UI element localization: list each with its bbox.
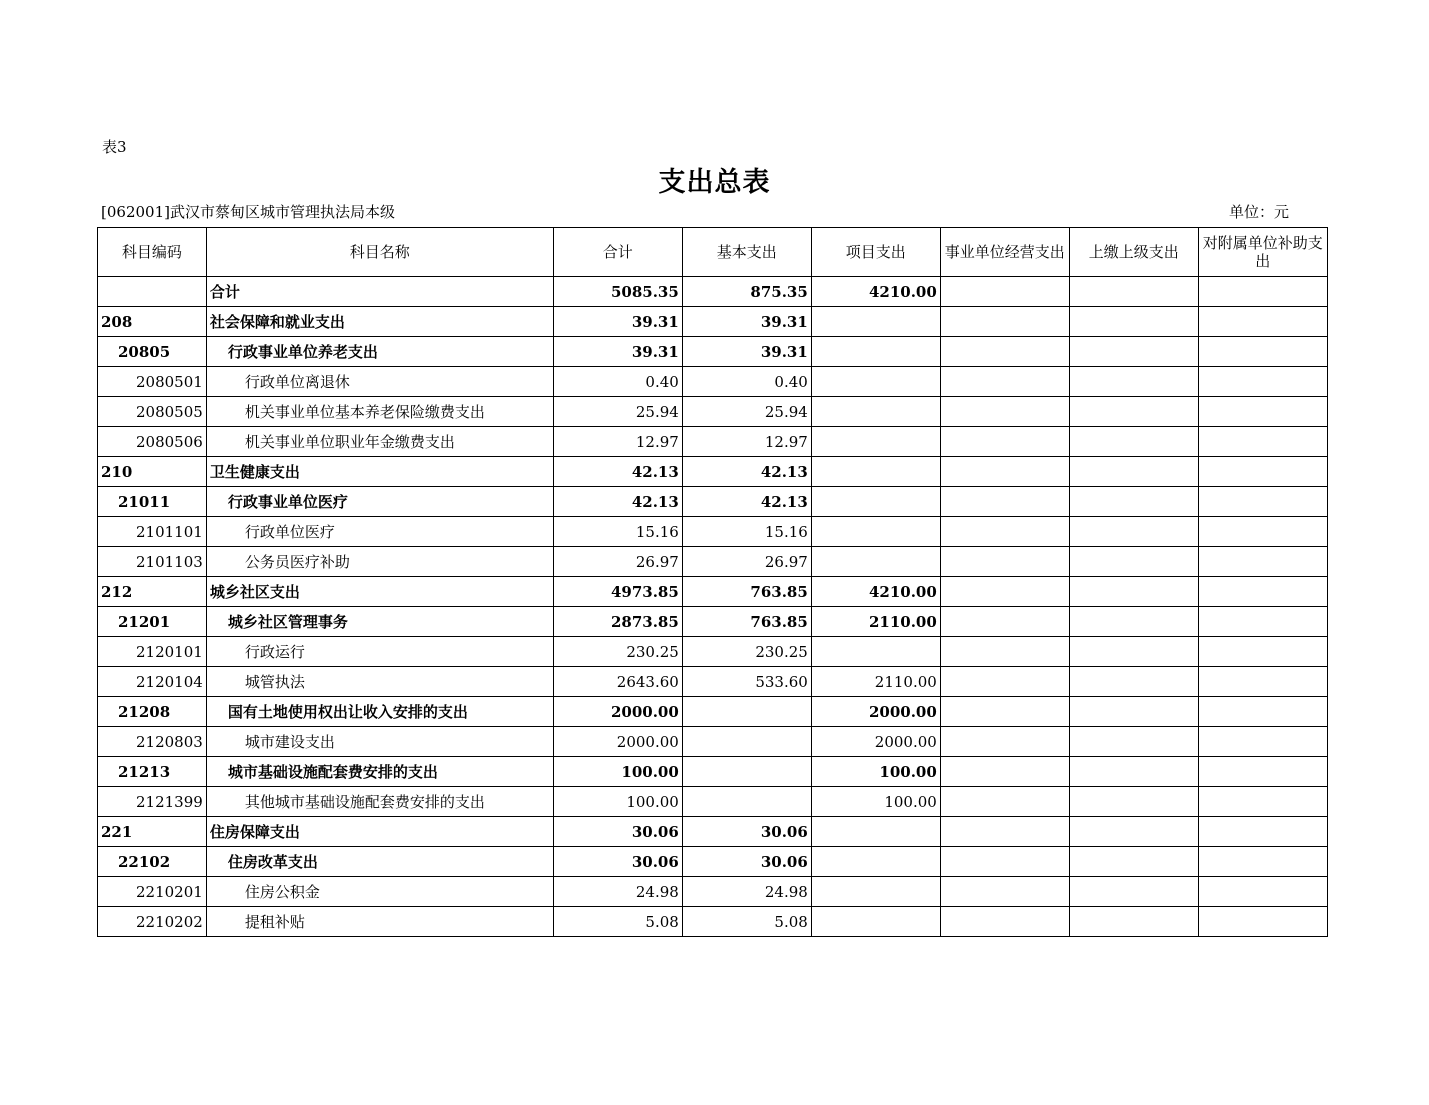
cell-code: 2080506: [98, 427, 207, 457]
cell-business: [940, 817, 1069, 847]
cell-business: [940, 337, 1069, 367]
cell-name: 卫生健康支出: [206, 457, 553, 487]
cell-total: 230.25: [553, 637, 682, 667]
cell-upper: [1069, 427, 1198, 457]
table-row: [98, 727, 1328, 757]
cell-business: [940, 367, 1069, 397]
cell-project: [811, 817, 940, 847]
cell-subsidy: [1198, 517, 1327, 547]
cell-code: 21208: [98, 697, 207, 727]
cell-subsidy: [1198, 427, 1327, 457]
cell-project: [811, 427, 940, 457]
table-row: [98, 637, 1328, 667]
cell-upper: [1069, 697, 1198, 727]
cell-upper: [1069, 667, 1198, 697]
cell-code: 2120101: [98, 637, 207, 667]
cell-name: 合计: [206, 277, 553, 307]
cell-basic: 763.85: [682, 607, 811, 637]
table-row: [98, 517, 1328, 547]
cell-upper: [1069, 367, 1198, 397]
cell-basic: 39.31: [682, 337, 811, 367]
cell-project: [811, 637, 940, 667]
cell-code: [98, 277, 207, 307]
cell-project: [811, 877, 940, 907]
cell-subsidy: [1198, 487, 1327, 517]
table-row: [98, 397, 1328, 427]
cell-basic: 30.06: [682, 847, 811, 877]
header-business: 事业单位经营支出: [940, 228, 1069, 277]
cell-name: 住房改革支出: [206, 847, 553, 877]
cell-name: 住房保障支出: [206, 817, 553, 847]
cell-business: [940, 697, 1069, 727]
cell-business: [940, 397, 1069, 427]
cell-code: 210: [98, 457, 207, 487]
cell-business: [940, 517, 1069, 547]
cell-basic: 42.13: [682, 487, 811, 517]
cell-subsidy: [1198, 547, 1327, 577]
cell-business: [940, 577, 1069, 607]
cell-total: 25.94: [553, 397, 682, 427]
cell-total: 42.13: [553, 487, 682, 517]
cell-business: [940, 877, 1069, 907]
cell-upper: [1069, 877, 1198, 907]
cell-basic: 15.16: [682, 517, 811, 547]
cell-subsidy: [1198, 337, 1327, 367]
table-row: [98, 427, 1328, 457]
cell-project: [811, 457, 940, 487]
cell-subsidy: [1198, 577, 1327, 607]
cell-upper: [1069, 577, 1198, 607]
expenditure-table: [97, 227, 1328, 937]
cell-project: 2110.00: [811, 667, 940, 697]
cell-upper: [1069, 907, 1198, 937]
cell-upper: [1069, 757, 1198, 787]
cell-business: [940, 787, 1069, 817]
cell-upper: [1069, 517, 1198, 547]
cell-total: 24.98: [553, 877, 682, 907]
cell-business: [940, 607, 1069, 637]
cell-subsidy: [1198, 457, 1327, 487]
cell-name: 机关事业单位基本养老保险缴费支出: [206, 397, 553, 427]
table-row: [98, 337, 1328, 367]
table-row: [98, 547, 1328, 577]
cell-basic: 12.97: [682, 427, 811, 457]
cell-total: 12.97: [553, 427, 682, 457]
cell-name: 城市基础设施配套费安排的支出: [206, 757, 553, 787]
cell-code: 2101101: [98, 517, 207, 547]
cell-project: [811, 487, 940, 517]
cell-name: 社会保障和就业支出: [206, 307, 553, 337]
cell-upper: [1069, 727, 1198, 757]
table-row: [98, 907, 1328, 937]
cell-business: [940, 307, 1069, 337]
cell-name: 城管执法: [206, 667, 553, 697]
cell-code: 208: [98, 307, 207, 337]
unit-name: [062001]武汉市蔡甸区城市管理执法局本级: [101, 203, 395, 221]
cell-total: 2643.60: [553, 667, 682, 697]
cell-basic: 533.60: [682, 667, 811, 697]
cell-code: 2120104: [98, 667, 207, 697]
cell-upper: [1069, 787, 1198, 817]
cell-upper: [1069, 307, 1198, 337]
cell-basic: [682, 727, 811, 757]
header-project: 项目支出: [811, 228, 940, 277]
table-row: [98, 607, 1328, 637]
cell-basic: 26.97: [682, 547, 811, 577]
cell-total: 30.06: [553, 847, 682, 877]
cell-subsidy: [1198, 607, 1327, 637]
cell-total: 2873.85: [553, 607, 682, 637]
cell-name: 行政单位医疗: [206, 517, 553, 547]
cell-code: 21201: [98, 607, 207, 637]
table-row: [98, 487, 1328, 517]
cell-name: 行政事业单位医疗: [206, 487, 553, 517]
cell-name: 行政单位离退休: [206, 367, 553, 397]
cell-name: 行政事业单位养老支出: [206, 337, 553, 367]
cell-name: 城乡社区管理事务: [206, 607, 553, 637]
header-upper: 上缴上级支出: [1069, 228, 1198, 277]
cell-upper: [1069, 277, 1198, 307]
cell-subsidy: [1198, 367, 1327, 397]
cell-subsidy: [1198, 877, 1327, 907]
cell-code: 2080501: [98, 367, 207, 397]
cell-project: 2000.00: [811, 727, 940, 757]
cell-code: 2121399: [98, 787, 207, 817]
cell-business: [940, 427, 1069, 457]
cell-project: 4210.00: [811, 277, 940, 307]
cell-project: 2000.00: [811, 697, 940, 727]
cell-code: 2101103: [98, 547, 207, 577]
cell-business: [940, 487, 1069, 517]
cell-project: [811, 847, 940, 877]
cell-name: 行政运行: [206, 637, 553, 667]
cell-project: 2110.00: [811, 607, 940, 637]
cell-basic: 230.25: [682, 637, 811, 667]
cell-upper: [1069, 337, 1198, 367]
table-row: [98, 877, 1328, 907]
cell-business: [940, 907, 1069, 937]
cell-basic: 30.06: [682, 817, 811, 847]
cell-total: 0.40: [553, 367, 682, 397]
cell-project: 4210.00: [811, 577, 940, 607]
table-row: [98, 307, 1328, 337]
cell-subsidy: [1198, 397, 1327, 427]
table-row: [98, 697, 1328, 727]
cell-basic: [682, 757, 811, 787]
cell-subsidy: [1198, 907, 1327, 937]
cell-subsidy: [1198, 787, 1327, 817]
cell-total: 2000.00: [553, 697, 682, 727]
cell-upper: [1069, 487, 1198, 517]
cell-code: 21213: [98, 757, 207, 787]
cell-business: [940, 547, 1069, 577]
cell-subsidy: [1198, 847, 1327, 877]
cell-business: [940, 637, 1069, 667]
cell-total: 39.31: [553, 307, 682, 337]
cell-basic: 5.08: [682, 907, 811, 937]
cell-name: 提租补贴: [206, 907, 553, 937]
cell-upper: [1069, 547, 1198, 577]
cell-project: [811, 307, 940, 337]
header-subsidy: 对附属单位补助支出: [1198, 228, 1327, 277]
cell-basic: 763.85: [682, 577, 811, 607]
table-row: [98, 457, 1328, 487]
header-total: 合计: [553, 228, 682, 277]
header-code: 科目编码: [98, 228, 207, 277]
cell-name: 机关事业单位职业年金缴费支出: [206, 427, 553, 457]
cell-basic: 25.94: [682, 397, 811, 427]
cell-upper: [1069, 457, 1198, 487]
cell-code: 21011: [98, 487, 207, 517]
table-row: [98, 757, 1328, 787]
cell-project: 100.00: [811, 757, 940, 787]
cell-upper: [1069, 397, 1198, 427]
cell-subsidy: [1198, 817, 1327, 847]
cell-basic: 42.13: [682, 457, 811, 487]
cell-basic: 875.35: [682, 277, 811, 307]
header-basic: 基本支出: [682, 228, 811, 277]
cell-subsidy: [1198, 637, 1327, 667]
cell-business: [940, 847, 1069, 877]
cell-business: [940, 457, 1069, 487]
cell-total: 5.08: [553, 907, 682, 937]
cell-name: 城市建设支出: [206, 727, 553, 757]
cell-project: [811, 517, 940, 547]
cell-total: 30.06: [553, 817, 682, 847]
table-row: [98, 817, 1328, 847]
cell-basic: 0.40: [682, 367, 811, 397]
cell-code: 221: [98, 817, 207, 847]
cell-code: 2210201: [98, 877, 207, 907]
cell-project: [811, 337, 940, 367]
page-title: 支出总表: [658, 167, 771, 198]
table-number-label: 表3: [102, 138, 127, 156]
table-row: [98, 367, 1328, 397]
cell-total: 100.00: [553, 787, 682, 817]
cell-basic: 24.98: [682, 877, 811, 907]
cell-total: 100.00: [553, 757, 682, 787]
table-row: [98, 787, 1328, 817]
cell-subsidy: [1198, 307, 1327, 337]
cell-subsidy: [1198, 697, 1327, 727]
cell-business: [940, 277, 1069, 307]
cell-project: [811, 397, 940, 427]
cell-upper: [1069, 817, 1198, 847]
cell-code: 2120803: [98, 727, 207, 757]
cell-code: 20805: [98, 337, 207, 367]
cell-total: 42.13: [553, 457, 682, 487]
cell-subsidy: [1198, 757, 1327, 787]
cell-project: 100.00: [811, 787, 940, 817]
cell-subsidy: [1198, 277, 1327, 307]
cell-upper: [1069, 847, 1198, 877]
cell-total: 26.97: [553, 547, 682, 577]
cell-total: 15.16: [553, 517, 682, 547]
cell-name: 国有土地使用权出让收入安排的支出: [206, 697, 553, 727]
table-row: [98, 667, 1328, 697]
cell-project: [811, 907, 940, 937]
header-name: 科目名称: [206, 228, 553, 277]
cell-business: [940, 757, 1069, 787]
cell-subsidy: [1198, 667, 1327, 697]
table-body: [98, 277, 1328, 937]
table-row: [98, 577, 1328, 607]
cell-upper: [1069, 607, 1198, 637]
cell-business: [940, 727, 1069, 757]
cell-name: 住房公积金: [206, 877, 553, 907]
cell-code: 22102: [98, 847, 207, 877]
cell-code: 212: [98, 577, 207, 607]
cell-code: 2210202: [98, 907, 207, 937]
cell-basic: [682, 697, 811, 727]
cell-project: [811, 367, 940, 397]
cell-name: 其他城市基础设施配套费安排的支出: [206, 787, 553, 817]
table-header-row: [98, 228, 1328, 277]
cell-project: [811, 547, 940, 577]
cell-total: 4973.85: [553, 577, 682, 607]
cell-basic: [682, 787, 811, 817]
table-row: [98, 847, 1328, 877]
cell-name: 公务员医疗补助: [206, 547, 553, 577]
cell-code: 2080505: [98, 397, 207, 427]
cell-subsidy: [1198, 727, 1327, 757]
cell-total: 39.31: [553, 337, 682, 367]
cell-upper: [1069, 637, 1198, 667]
cell-name: 城乡社区支出: [206, 577, 553, 607]
currency-unit-label: 单位：元: [1229, 203, 1290, 221]
cell-business: [940, 667, 1069, 697]
cell-basic: 39.31: [682, 307, 811, 337]
cell-total: 2000.00: [553, 727, 682, 757]
table-row: [98, 277, 1328, 307]
cell-total: 5085.35: [553, 277, 682, 307]
